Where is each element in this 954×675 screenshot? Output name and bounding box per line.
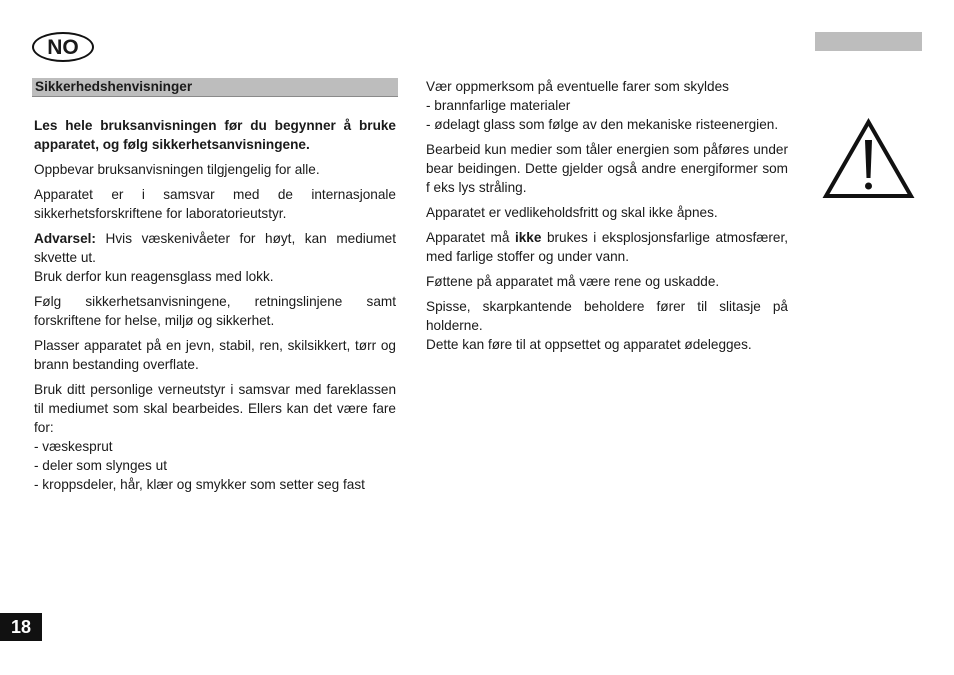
language-badge <box>32 32 94 62</box>
list-item: - deler som slynges ut <box>34 458 167 473</box>
explosion-bold: ikke <box>514 230 542 245</box>
left-column <box>34 116 396 500</box>
right-column <box>426 77 788 360</box>
section-title: Sikkerhedshenvisninger <box>32 78 398 97</box>
list-item: - væskesprut <box>34 439 113 454</box>
media-paragraph: Bearbeid kun medier som tåler energien som påføres under bear beidingen. Dette gjelder også andre energiformer som f eks lys stråling. <box>426 142 788 195</box>
warning-followup: Bruk derfor kun reagensglass med lokk. <box>34 269 274 284</box>
list-item: - ødelagt glass som følge av den mekaniske risteenergien. <box>426 117 779 132</box>
explosion-prefix: Apparatet må <box>426 230 515 245</box>
ppe-paragraph <box>34 380 396 494</box>
hazards-paragraph <box>426 77 788 134</box>
feet-paragraph: Føttene på apparatet må være rene og uskadde. <box>426 274 720 289</box>
page-number-text: 18 <box>10 616 32 637</box>
warning-text: Hvis væskenivåeter for høyt, kan mediumet skvette ut. <box>34 231 396 265</box>
maintenance-paragraph: Apparatet er vedlikeholdsfritt og skal ikke åpnes. <box>426 205 718 220</box>
warning-label: Advarsel: <box>34 231 96 246</box>
placement-paragraph: Plasser apparatet på en jevn, stabil, ren, skilsikkert, tørr og brann bestanding overflate. <box>34 338 396 372</box>
list-item: - kroppsdeler, hår, klær og smykker som setter seg fast <box>34 477 365 492</box>
warning-paragraph <box>34 229 396 286</box>
hazards-intro: Vær oppmerksom på eventuelle farer som skyldes <box>426 79 729 94</box>
explosion-suffix: brukes i eksplosjonsfarlige atmosfærer, med farlige stoffer og under vann. <box>426 230 788 264</box>
keep-manual-paragraph: Oppbevar bruksanvisningen tilgjengelig for alle. <box>34 162 320 177</box>
intro-bold-paragraph: Les hele bruksanvisningen før du begynner å bruke apparatet, og følg sikkerhetsanvisningene. <box>34 118 396 152</box>
explosion-paragraph <box>426 228 788 266</box>
page-number <box>0 613 42 641</box>
damage-text: Dette kan føre til at oppsettet og apparatet ødelegges. <box>426 337 752 352</box>
warning-triangle-icon <box>822 118 915 200</box>
language-code: NO <box>47 35 79 59</box>
sharp-vessels-text: Spisse, skarpkantende beholdere fører til slitasje på holderne. <box>426 299 788 333</box>
conformity-paragraph: Apparatet er i samsvar med de internasjonale sikkerhetsforskriftene for laboratorieutstyr. <box>34 187 396 221</box>
follow-rules-paragraph: Følg sikkerhetsanvisningene, retningslinjene samt forskriftene for helse, miljø og sikkerhet. <box>34 294 396 328</box>
header-tab-marker <box>815 32 922 51</box>
sharp-vessels-paragraph <box>426 297 788 354</box>
list-item: - brannfarlige materialer <box>426 98 571 113</box>
ppe-text: Bruk ditt personlige verneutstyr i samsvar med fareklassen til mediumet som skal bearbeides. Ellers kan det være fare for: <box>34 382 396 435</box>
